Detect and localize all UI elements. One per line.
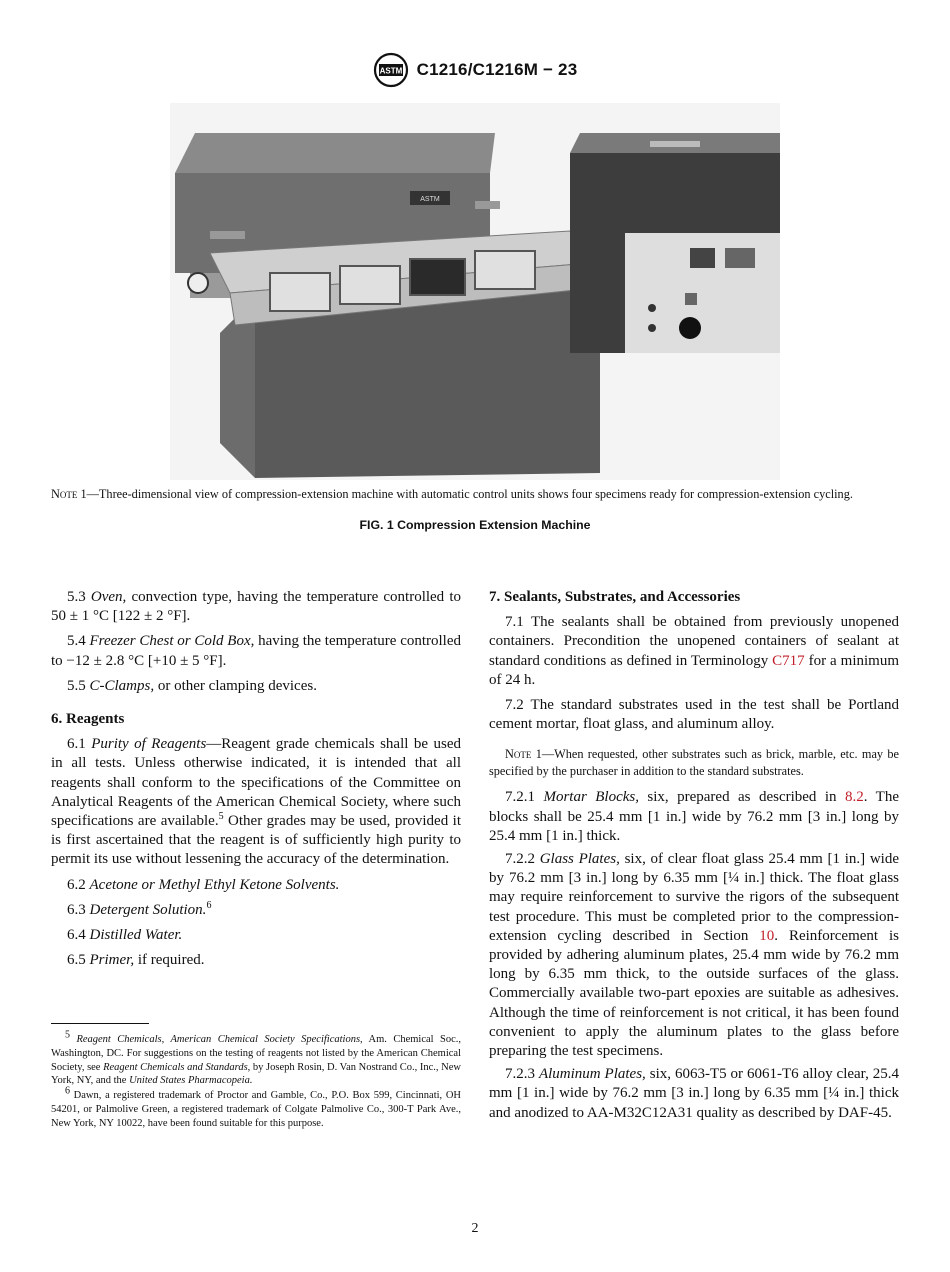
- section-6-5: 6.5 Primer, if required.: [67, 952, 205, 969]
- section-5-4: 5.4 Freezer Chest or Cold Box, having the temperature controlled to −12 ± 2.8 °C [+10 ± 5 °F].: [51, 633, 462, 669]
- section-6-2: 6.2 Acetone or Methyl Ethyl Ketone Solvents.: [67, 876, 340, 893]
- section-7-2: 7.2 The standard substrates used in the test shall be Portland cement mortar, float glass, and aluminum alloy.: [489, 697, 899, 733]
- section-7-2-1: 7.2.1 Mortar Blocks, six, prepared as described in 8.2. The blocks shall be 25.4 mm [1 in.] wide by 76.2 mm [3 in.] long by 25.4 mm [1 in.] thick.: [489, 789, 899, 844]
- standard-designation: C1216/C1216M − 23: [416, 60, 578, 79]
- section-6-heading: 6. Reagents: [51, 711, 125, 728]
- ref-8-2-link[interactable]: 8.2: [845, 789, 864, 806]
- section-6-1: 6.1 Purity of Reagents—Reagent grade chemicals shall be used in all tests. Unless otherwise indicated, it is intended that all reagents shall conform to the specifications of the Committee on Analytical Reagents of the American Chemical Society, where such specifications are available.$^5$ Other grades may be used, provided it is first ascertained that the reagent is of sufficiently high purity to permit its use without lessening the accuracy of the determination.: [51, 736, 461, 868]
- section-5-5: 5.5 C-Clamps, or other clamping devices.: [67, 677, 317, 694]
- svg-text:ASTM: ASTM: [379, 66, 402, 76]
- figure-caption: FIG. 1 Compression Extension Machine: [359, 518, 591, 532]
- section-7-2-3: 7.2.3 Aluminum Plates, six, 6063-T5 or 6061-T6 alloy clear, 25.4 mm [1 in.] wide by 76.2 mm [3 in.] long by 6.35 mm [¼ in.] thick and anodized to AA-M32C12A31 quality as described by DAF-45.: [489, 1066, 900, 1121]
- right-column: [489, 588, 899, 1127]
- ref-c717-link[interactable]: C717: [772, 652, 805, 669]
- footnote-divider: [51, 1023, 149, 1024]
- substrate-note: Note 1—When requested, other substrates such as brick, marble, etc. may be specified by the purchaser in addition to the standard substrates.: [489, 747, 899, 779]
- section-6-3: 6.3 Detergent Solution.$^6$: [67, 899, 212, 918]
- svg-text:ASTM: ASTM: [420, 196, 440, 203]
- left-column: [51, 588, 461, 976]
- page-header: [0, 52, 950, 93]
- machine-photo: [170, 103, 780, 480]
- astm-logo-icon: [373, 52, 409, 88]
- section-7-2-2: 7.2.2 Glass Plates, six, of clear float glass 25.4 mm [1 in.] wide by 76.2 mm [3 in.] long by 6.35 mm [¼ in.] thick. The float glass may require reinforcement to survive the rigors of the subsequent test procedure. This must be completed prior to the compression-extension cycling described in Section 10. Reinforcement is provided by adhering aluminum plates, 25.4 mm wide by 76.2 mm long by 6.35 mm thick, to the outside surfaces of the glass. Commercially available two-part epoxies are suitable as adhesives. Although the time of reinforcement is not critical, it has been found convenient to apply the aluminum plates to the glass before preparing the test specimens.: [489, 851, 900, 1060]
- ref-section-10-link[interactable]: 10: [759, 927, 775, 944]
- footnote-5: $^5$ Reagent Chemicals, American Chemical Society Specifications, Am. Chemical Soc., Washington, DC. For suggestions on the testing of reagents not listed by the American Chemical Society, see Reagent Chemicals and Standards, by Joseph Rosin, D. Van Nostrand Co., Inc., New York, NY, and the United States Pharmacopeia.: [51, 1029, 461, 1087]
- footnote-6: $^6$ Dawn, a registered trademark of Proctor and Gamble, Co., P.O. Box 599, Cincinnati, OH 54201, or Palmolive Green, a registered trademark of Colgate Palmolive Co., 300-T Park Ave., New York, NY 10022, have been found suitable for this purpose.: [51, 1085, 461, 1129]
- section-7-heading: 7. Sealants, Substrates, and Accessories: [489, 589, 741, 605]
- section-5-3: 5.3 Oven, convection type, having the temperature controlled to 50 ± 1 °C [122 ± 2 °F].: [51, 589, 462, 625]
- section-6-4: 6.4 Distilled Water.: [67, 927, 183, 944]
- page-number: 2: [471, 1221, 479, 1236]
- compression-extension-machine-illustration: [170, 103, 780, 480]
- footnotes: [51, 1029, 461, 1132]
- figure-note: Note 1—Three-dimensional view of compression-extension machine with automatic control units shows four specimens ready for compression-extension cycling.: [51, 487, 853, 501]
- section-7-1: 7.1 The sealants shall be obtained from previously unopened containers. Precondition the unopened containers of sealant at standard conditions as defined in Terminology C717 for a minimum of 24 h.: [489, 614, 899, 688]
